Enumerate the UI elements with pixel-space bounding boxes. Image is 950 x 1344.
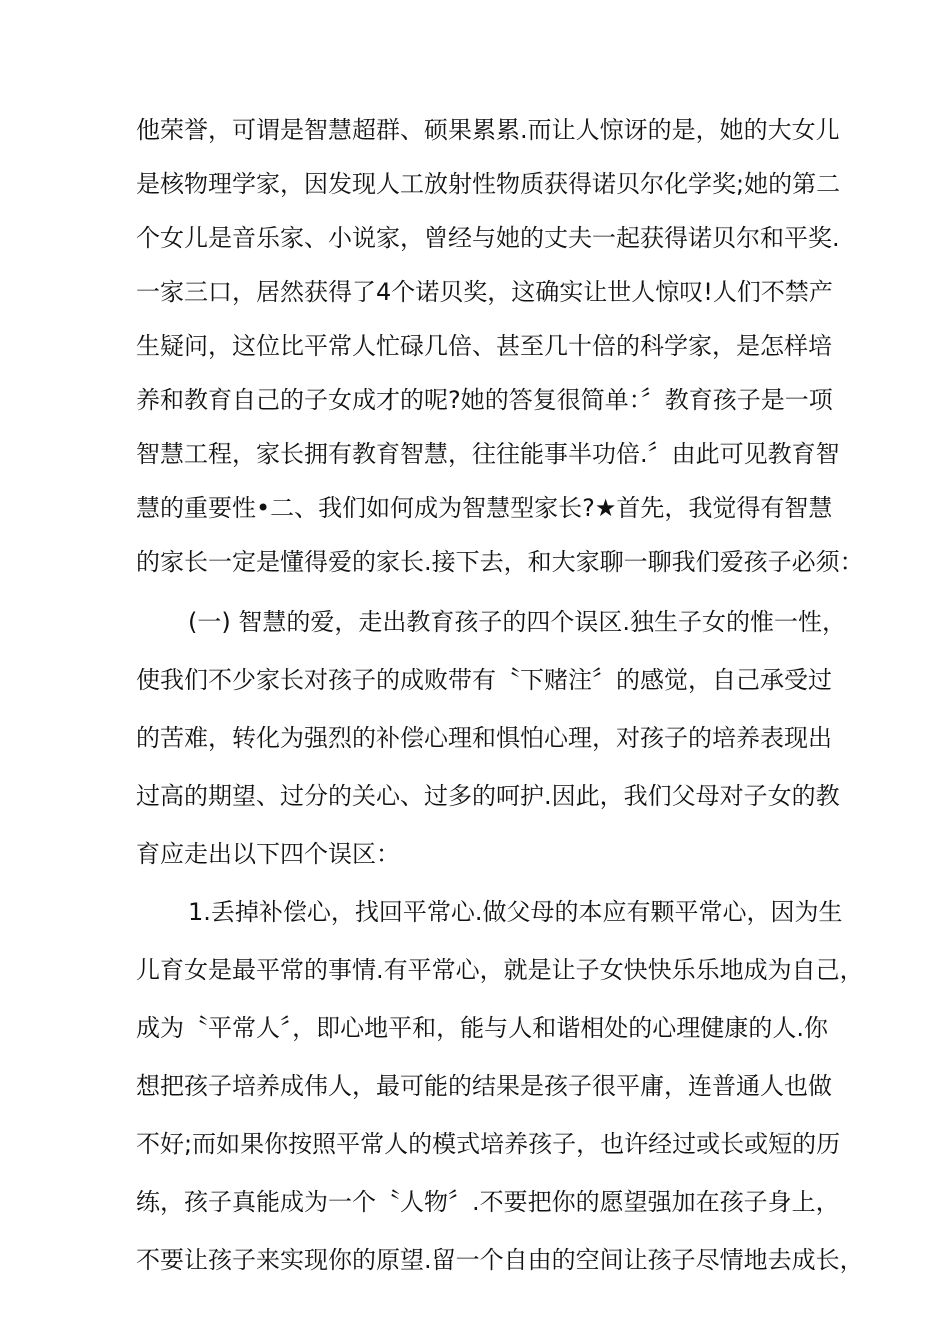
text-line: 想把孩子培养成伟人，最可能的结果是孩子很平庸，连普通人也做 (136, 1072, 832, 1100)
text-line: 练，孩子真能成为一个〝人物〞.不要把你的愿望强加在孩子身上， (136, 1188, 840, 1216)
text-line: 是核物理学家，因发现人工放射性物质获得诺贝尔化学奖;她的第二 (136, 170, 841, 198)
text-line: (一) 智慧的爱，走出教育孩子的四个误区.独生子女的惟一性， (188, 608, 846, 636)
text-line: 的苦难，转化为强烈的补偿心理和惧怕心理，对孩子的培养表现出 (136, 724, 832, 752)
text-line: 生疑问，这位比平常人忙碌几倍、甚至几十倍的科学家，是怎样培 (136, 332, 832, 360)
text-line: 他荣誉，可谓是智慧超群、硕果累累.而让人惊讶的是，她的大女儿 (136, 116, 840, 144)
text-line: 育应走出以下四个误区： (136, 840, 400, 868)
text-line: 1.丢掉补偿心，找回平常心.做父母的本应有颗平常心，因为生 (188, 898, 843, 926)
text-line: 不好;而如果你按照平常人的模式培养孩子，也许经过或长或短的历 (136, 1130, 841, 1158)
text-line: 一家三口，居然获得了4个诺贝奖，这确实让世人惊叹!人们不禁产 (136, 278, 833, 306)
text-line: 养和教育自己的子女成才的呢?她的答复很简单：〞教育孩子是一项 (136, 386, 833, 414)
text-line: 的家长一定是懂得爱的家长.接下去，和大家聊一聊我们爱孩子必须： (136, 548, 864, 576)
text-line: 慧的重要性•二、我们如何成为智慧型家长?★首先，我觉得有智慧 (136, 494, 833, 522)
text-line: 个女儿是音乐家、小说家，曾经与她的丈夫一起获得诺贝尔和平奖. (136, 224, 840, 252)
text-line: 智慧工程，家长拥有教育智慧，往往能事半功倍.〞由此可见教育智 (136, 440, 840, 468)
text-line: 成为〝平常人〞，即心地平和，能与人和谐相处的心理健康的人.你 (136, 1014, 828, 1042)
text-line: 不要让孩子来实现你的原望.留一个自由的空间让孩子尽情地去成长， (136, 1246, 864, 1274)
text-line: 儿育女是最平常的事情.有平常心，就是让子女快快乐乐地成为自己， (136, 956, 864, 984)
text-line: 使我们不少家长对孩子的成败带有〝下赌注〞的感觉，自己承受过 (136, 666, 832, 694)
text-line: 过高的期望、过分的关心、过多的呵护.因此，我们父母对子女的教 (136, 782, 840, 810)
